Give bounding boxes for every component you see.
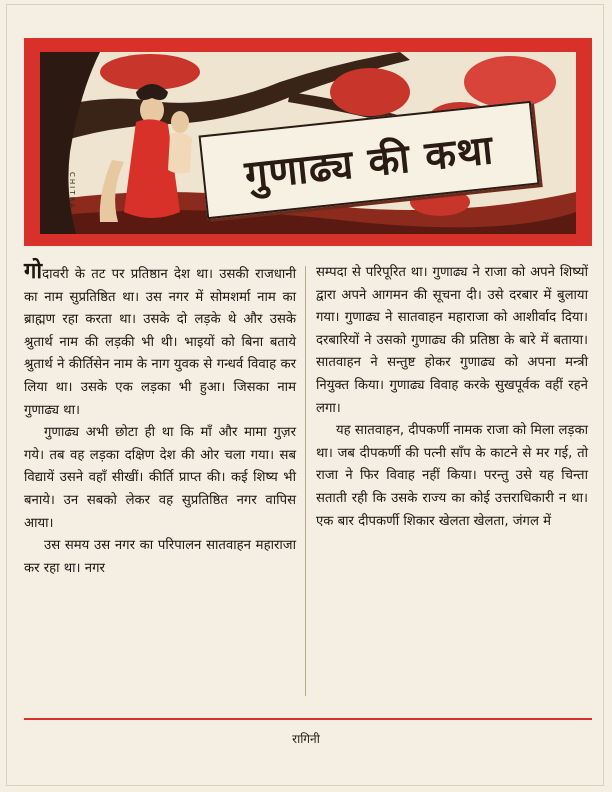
article-column-left: [24, 258, 296, 580]
paragraph: गुणाढ्य अभी छोटा ही था कि माँ और मामा गुज़र गये। तब वह लड़का दक्षिण देश की ओर चला गया। सब विद्यायें उसने वहाँ सीखीं। कीर्ति प्राप्त की। कई शिष्य भी बनाये। उन सबको लेकर वह सुप्रतिष्ठित नगर वापिस आया।: [24, 425, 296, 531]
banner-artwork: [40, 52, 576, 234]
story-banner-illustration: [24, 38, 592, 246]
paragraph: सम्पदा से परिपूरित था। गुणाढ्य ने राजा को अपने शिष्यों द्वारा अपने आगमन की सूचना दी। उसे दरबार में बुलाया गया। गुणाढ्य ने सातवाहन महाराजा को आशीर्वाद दिया। दरबारियों ने उसको गुणाढ्य की प्रतिष्ठा के बारे में बताया। सातवाहन ने सन्तुष्ट होकर गुणाढ्य को अपना मन्त्री नियुक्त किया। गुणाढ्य विवाह करके सुखपूर्वक वहीं रहने लगा।: [316, 265, 588, 416]
drop-cap: गो: [24, 258, 43, 284]
article-body: [24, 258, 592, 702]
paragraph: यह सातवाहन, दीपकर्णी नामक राजा को मिला लड़का था। जब दीपकर्णी की पत्नी साँप के काटने से मर गई, तो राजा ने फिर विवाह नहीं किया। परन्तु उसे यह चिन्ता सताती रही कि उसके राज्य का कोई उत्तराधिकारी न था। एक बार दीपकर्णी शिकार खेलता खेलता, जंगल में: [316, 423, 588, 529]
column-divider: [305, 266, 306, 696]
footer-rule: [24, 718, 592, 720]
artist-signature: CHITRA: [68, 172, 76, 210]
magazine-name-footer: रागिनी: [292, 732, 320, 746]
paragraph: गोदावरी के तट पर प्रतिष्ठान देश था। उसकी राजधानी का नाम सुप्रतिष्ठित था। उस नगर में सोमशर्मा नाम का ब्राह्मण रहा करता था। उसके दो लड़के थे और उसके श्रुतार्थ नाम की लड़की भी थी। भाइयों को बिना बताये श्रुतार्थ ने कीर्तिसेन नाम के नाग युवक से गन्धर्व विवाह कर लिया था। उसके एक लड़का भी हुआ। जिसका नाम गुणाढ्य था।: [24, 258, 296, 418]
article-column-right: [316, 262, 588, 533]
paragraph: उस समय उस नगर का परिपालन सातवाहन महाराजा कर रहा था। नगर: [24, 538, 296, 576]
story-title: गुणाढ्य की कथा: [242, 125, 496, 199]
